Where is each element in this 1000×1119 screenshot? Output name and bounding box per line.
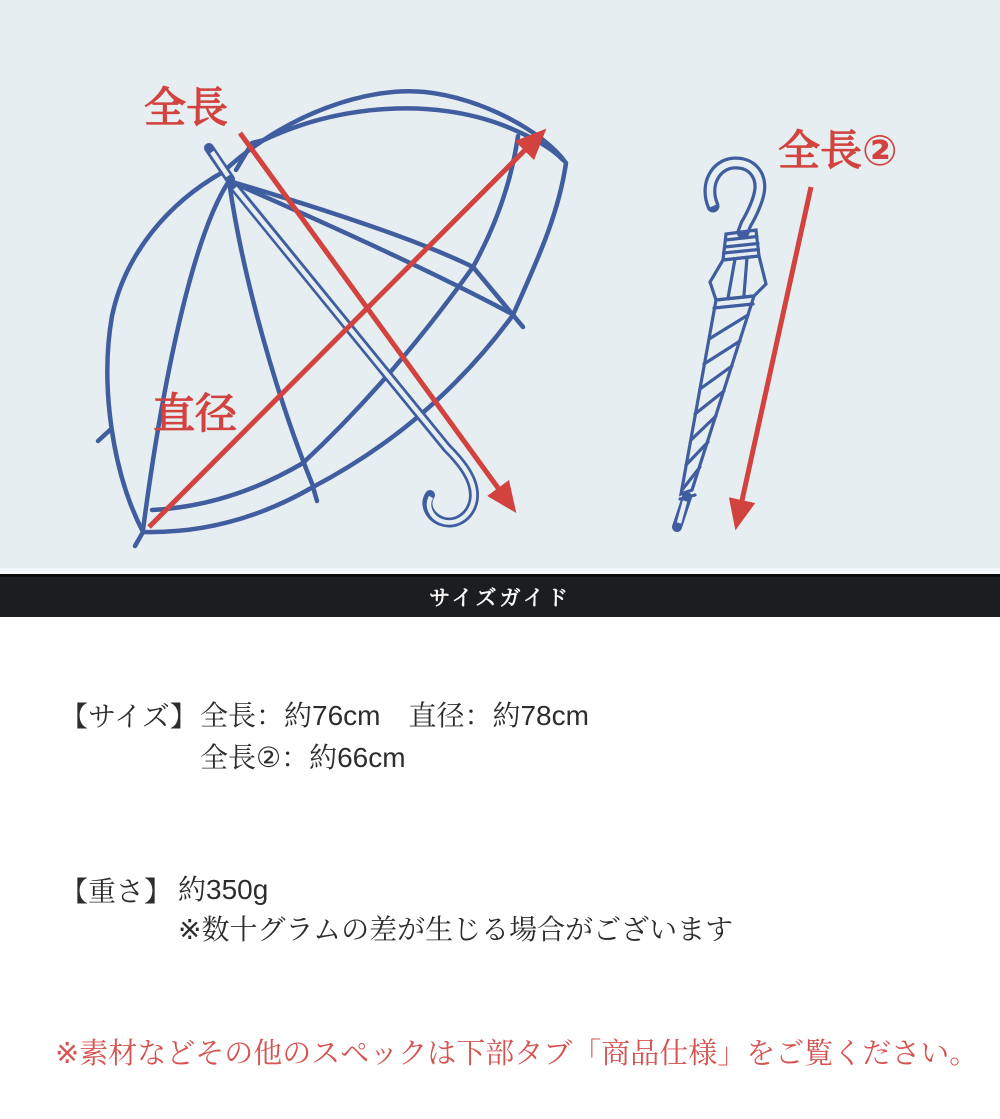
size-line-1: 全長：約76cm 直径：約78cm xyxy=(200,700,589,731)
open-umbrella-illustration xyxy=(98,91,566,546)
spec-section xyxy=(0,617,1000,1119)
umbrella-panel-bottom xyxy=(473,267,513,315)
weight-value: 約350g xyxy=(178,874,269,905)
arrow-diameter xyxy=(149,147,528,527)
arrow-total-length xyxy=(240,133,501,492)
size-guide-title: サイズガイド xyxy=(429,587,571,610)
size-guide-header-bar xyxy=(0,574,1000,617)
size-section-label: 【サイズ】 xyxy=(60,701,198,732)
weight-note: ※数十グラムの差が生じる場合がございます xyxy=(178,914,734,945)
size-values xyxy=(200,695,589,779)
closed-umbrella-pleats xyxy=(682,315,748,490)
weight-section-label: 【重さ】 xyxy=(60,876,173,907)
label-total-length-2: 全長② xyxy=(778,127,898,174)
umbrella-rib-left xyxy=(143,181,229,530)
closed-umbrella-bunch xyxy=(710,256,766,300)
closed-umbrella-illustration xyxy=(677,163,766,527)
spec-footnote: ※素材などその他のスペックは下部タブ「商品仕様」をご覧ください。 xyxy=(55,1038,979,1070)
size-line-2: 全長②：約66cm xyxy=(200,742,406,773)
umbrella-panel-inner-edge xyxy=(473,136,518,267)
label-total-length: 全長 xyxy=(144,84,229,131)
weight-values xyxy=(178,870,733,950)
umbrella-rib-right xyxy=(229,181,512,314)
label-diameter: 直径 xyxy=(153,390,238,437)
arrow-total-length-2 xyxy=(741,187,811,505)
